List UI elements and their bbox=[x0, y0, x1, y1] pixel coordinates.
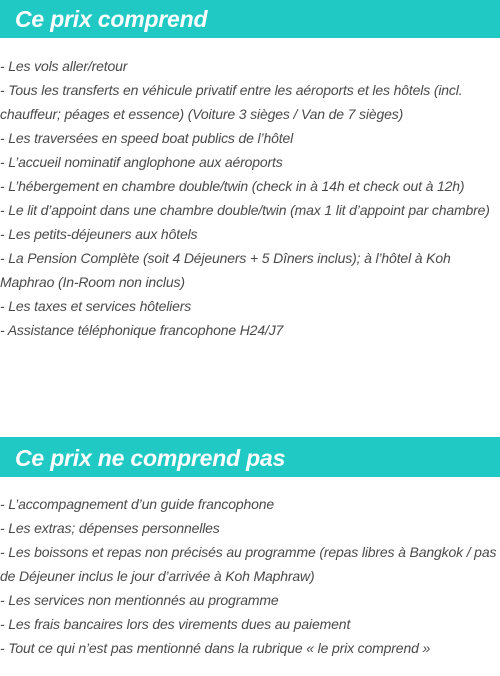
excluded-item-bank-fees: - Les frais bancaires lors des virements dues au paiement bbox=[0, 616, 351, 632]
included-item-flights: - Les vols aller/retour bbox=[0, 58, 128, 74]
included-item-extra-bed: - Le lit d’appoint dans une chambre double/twin (max 1 lit d’appoint par chambre) bbox=[0, 202, 490, 218]
excluded-title: Ce prix ne comprend pas bbox=[15, 445, 286, 471]
included-item-breakfasts: - Les petits-déjeuners aux hôtels bbox=[0, 226, 198, 242]
included-title: Ce prix comprend bbox=[15, 6, 208, 32]
excluded-list bbox=[0, 492, 500, 660]
excluded-item-services: - Les services non mentionnés au programme bbox=[0, 592, 279, 608]
included-item-taxes: - Les taxes et services hôteliers bbox=[0, 298, 192, 314]
included-item-accommodation: - L’hébergement en chambre double/twin (check in à 14h et check out à 12h) bbox=[0, 178, 465, 194]
excluded-item-everything-else: - Tout ce qui n’est pas mentionné dans la rubrique « le prix comprend » bbox=[0, 640, 431, 656]
included-item-speed-boat: - Les traversées en speed boat publics de l’hôtel bbox=[0, 130, 294, 146]
included-banner bbox=[0, 0, 500, 38]
excluded-item-extras: - Les extras; dépenses personnelles bbox=[0, 520, 220, 536]
excluded-section bbox=[0, 437, 500, 660]
included-item-assistance: - Assistance téléphonique francophone H24/J7 bbox=[0, 322, 284, 338]
excluded-banner bbox=[0, 437, 500, 477]
included-item-full-board: - La Pension Complète (soit 4 Déjeuners + 5 Dîners inclus); à l’hôtel à Koh Maphrao (In-Room non inclus) bbox=[0, 250, 451, 290]
included-item-transfers: - Tous les transferts en véhicule privatif entre les aéroports et les hôtels (incl. chauffeur; péages et essence) (Voiture 3 sièges / Van de 7 sièges) bbox=[0, 82, 463, 122]
excluded-item-drinks-meals: - Les boissons et repas non précisés au programme (repas libres à Bangkok / pas de Déjeuner inclus le jour d’arrivée à Koh Maphraw) bbox=[0, 544, 497, 584]
included-item-airport-welcome: - L’accueil nominatif anglophone aux aéroports bbox=[0, 154, 283, 170]
included-list bbox=[0, 54, 500, 342]
excluded-item-guide: - L’accompagnement d’un guide francophone bbox=[0, 496, 275, 512]
